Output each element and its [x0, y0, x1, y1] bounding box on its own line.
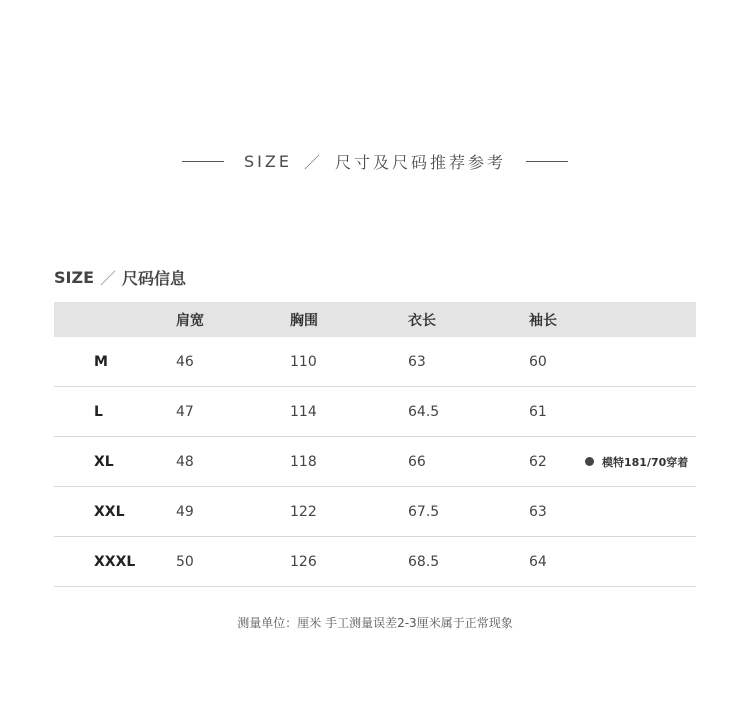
banner-title-latin: SIZE	[244, 151, 292, 171]
bullet-dot-icon	[585, 457, 594, 466]
banner-title-slash: ／	[303, 152, 323, 172]
cell-chest: 122	[290, 503, 317, 520]
cell-size: XXL	[94, 503, 125, 520]
cell-sleeve: 60	[529, 353, 547, 370]
section-title-slash: ／	[100, 268, 117, 288]
table-row	[54, 337, 696, 387]
cell-size: M	[94, 353, 108, 370]
cell-shoulder: 49	[176, 503, 194, 520]
banner-left-divider	[182, 161, 224, 162]
header-length: 衣长	[408, 312, 436, 329]
cell-size: XXXL	[94, 553, 136, 570]
cell-chest: 118	[290, 453, 317, 470]
header-shoulder: 肩宽	[176, 312, 204, 329]
cell-size: L	[94, 403, 103, 420]
cell-length: 67.5	[408, 503, 440, 520]
section-title-latin: SIZE	[54, 267, 95, 287]
banner-title-chinese: 尺寸及尺码推荐参考	[334, 152, 506, 172]
cell-size: XL	[94, 453, 114, 470]
table-row	[54, 437, 696, 487]
banner-heading	[0, 146, 750, 176]
cell-length: 68.5	[408, 553, 440, 570]
banner-title	[244, 150, 506, 173]
table-row	[54, 537, 696, 587]
cell-length: 63	[408, 353, 426, 370]
model-note-text: 模特181/70穿着	[602, 455, 689, 469]
cell-sleeve: 64	[529, 553, 547, 570]
cell-chest: 126	[290, 553, 317, 570]
cell-shoulder: 46	[176, 353, 194, 370]
section-title-chinese: 尺码信息	[122, 268, 187, 288]
table-row	[54, 487, 696, 537]
cell-sleeve: 62	[529, 453, 547, 470]
banner-right-divider	[526, 161, 568, 162]
model-note	[585, 437, 688, 486]
measurement-note: 测量单位：厘米 手工测量误差2-3厘米属于正常现象	[237, 616, 513, 630]
cell-shoulder: 50	[176, 553, 194, 570]
cell-chest: 114	[290, 403, 317, 420]
section-title	[54, 264, 186, 290]
table-header-row	[54, 302, 696, 337]
cell-length: 66	[408, 453, 426, 470]
cell-length: 64.5	[408, 403, 440, 420]
cell-sleeve: 61	[529, 403, 547, 420]
header-sleeve: 袖长	[529, 312, 557, 329]
size-table	[54, 302, 696, 587]
header-chest: 胸围	[290, 312, 318, 329]
table-row	[54, 387, 696, 437]
cell-chest: 110	[290, 353, 317, 370]
cell-sleeve: 63	[529, 503, 547, 520]
cell-shoulder: 48	[176, 453, 194, 470]
cell-shoulder: 47	[176, 403, 194, 420]
